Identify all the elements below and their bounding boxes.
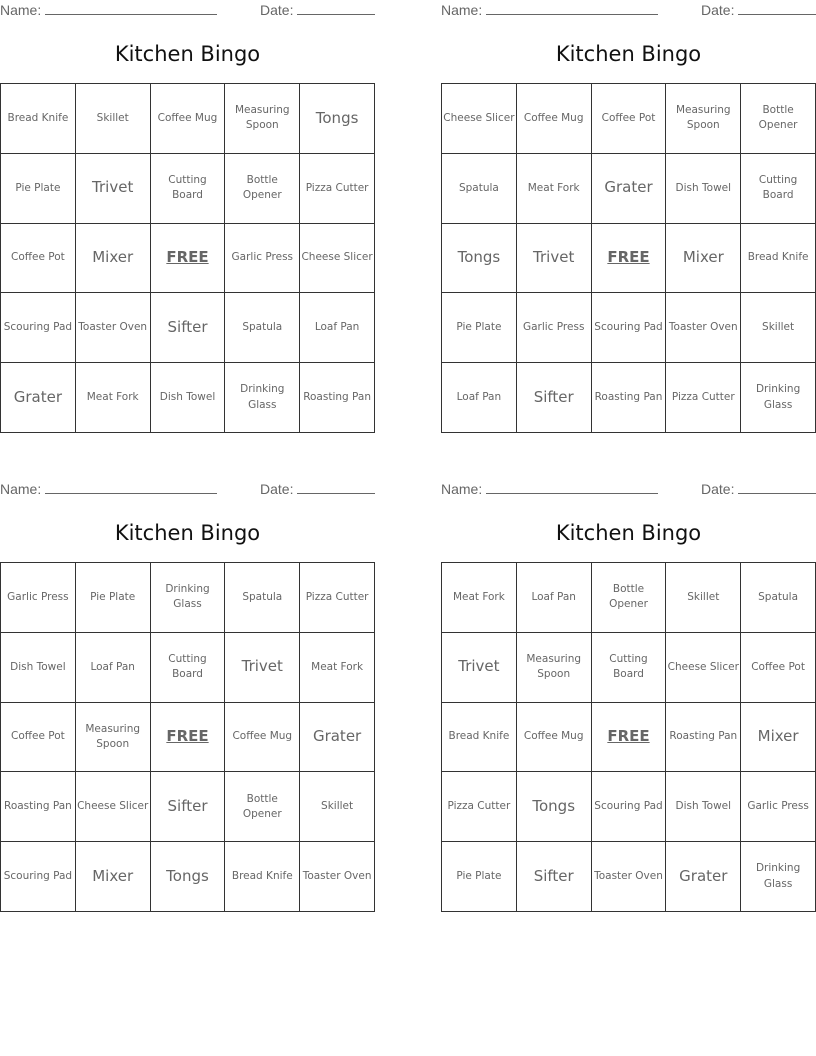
bingo-cell[interactable]: Coffee Mug [151, 84, 226, 154]
bingo-cell[interactable]: Drinking Glass [741, 363, 816, 433]
bingo-cell[interactable]: Spatula [225, 293, 300, 363]
bingo-cell[interactable]: Pie Plate [442, 842, 517, 912]
free-space-cell[interactable]: FREE [592, 703, 667, 773]
bingo-cell[interactable]: Measuring Spoon [225, 84, 300, 154]
bingo-cell[interactable]: Sifter [151, 293, 226, 363]
bingo-cell[interactable]: Skillet [76, 84, 151, 154]
name-blank-line [45, 481, 217, 494]
bingo-grid [441, 562, 816, 912]
bingo-cell[interactable]: Coffee Mug [517, 84, 592, 154]
bingo-cell[interactable]: Bottle Opener [225, 772, 300, 842]
bingo-cell[interactable]: Measuring Spoon [666, 84, 741, 154]
card-header [441, 0, 816, 22]
name-label: Name: [0, 2, 42, 18]
name-label: Name: [441, 2, 483, 18]
bingo-cell[interactable]: Bread Knife [442, 703, 517, 773]
bingo-cell[interactable]: Loaf Pan [442, 363, 517, 433]
bingo-cell[interactable]: Sifter [517, 842, 592, 912]
bingo-cell[interactable]: Meat Fork [442, 563, 517, 633]
bingo-cell[interactable]: Roasting Pan [592, 363, 667, 433]
bingo-cell[interactable]: Trivet [225, 633, 300, 703]
bingo-cell[interactable]: Meat Fork [300, 633, 375, 703]
bingo-grid [0, 83, 375, 433]
bingo-cell[interactable]: Pizza Cutter [666, 363, 741, 433]
name-field[interactable] [0, 481, 217, 497]
bingo-cell[interactable]: Trivet [442, 633, 517, 703]
name-blank-line [486, 2, 658, 15]
bingo-cell[interactable]: Mixer [666, 224, 741, 294]
bingo-cell[interactable]: Roasting Pan [666, 703, 741, 773]
name-blank-line [45, 2, 217, 15]
date-field[interactable] [701, 2, 816, 18]
bingo-cell[interactable]: Garlic Press [517, 293, 592, 363]
bingo-cell[interactable]: Sifter [151, 772, 226, 842]
bingo-cell[interactable]: Bottle Opener [225, 154, 300, 224]
bingo-cell[interactable]: Dish Towel [666, 772, 741, 842]
date-label: Date: [701, 481, 735, 497]
bingo-cell[interactable]: Tongs [442, 224, 517, 294]
bingo-cell[interactable]: Scouring Pad [1, 842, 76, 912]
bingo-cell[interactable]: Drinking Glass [151, 563, 226, 633]
bingo-cell[interactable]: Coffee Mug [517, 703, 592, 773]
bingo-cell[interactable]: Tongs [517, 772, 592, 842]
bingo-cell[interactable]: Pizza Cutter [300, 563, 375, 633]
bingo-cell[interactable]: Toaster Oven [76, 293, 151, 363]
date-field[interactable] [701, 481, 816, 497]
name-label: Name: [0, 481, 42, 497]
date-blank-line [738, 481, 816, 494]
bingo-cell[interactable]: Bottle Opener [741, 84, 816, 154]
bingo-cell[interactable]: Mixer [76, 842, 151, 912]
bingo-cell[interactable]: Roasting Pan [300, 363, 375, 433]
bingo-cell[interactable]: Loaf Pan [517, 563, 592, 633]
bingo-cell[interactable]: Sifter [517, 363, 592, 433]
bingo-cell[interactable]: Cheese Slicer [76, 772, 151, 842]
bingo-cell[interactable]: Coffee Pot [592, 84, 667, 154]
bingo-cell[interactable]: Cutting Board [741, 154, 816, 224]
bingo-cell[interactable]: Skillet [666, 563, 741, 633]
date-blank-line [297, 2, 375, 15]
bingo-cell[interactable]: Skillet [741, 293, 816, 363]
bingo-cell[interactable]: Pie Plate [1, 154, 76, 224]
bingo-cell[interactable]: Dish Towel [1, 633, 76, 703]
bingo-cell[interactable]: Trivet [76, 154, 151, 224]
bingo-cell[interactable]: Spatula [442, 154, 517, 224]
bingo-cell[interactable]: Tongs [151, 842, 226, 912]
bingo-cell[interactable]: Drinking Glass [225, 363, 300, 433]
bingo-cell[interactable]: Mixer [76, 224, 151, 294]
card-header [441, 479, 816, 501]
bingo-cell[interactable]: Cheese Slicer [442, 84, 517, 154]
card-title: Kitchen Bingo [114, 42, 261, 66]
bingo-cell[interactable]: Bottle Opener [592, 563, 667, 633]
free-space-cell[interactable]: FREE [151, 703, 226, 773]
bingo-cell[interactable]: Cutting Board [592, 633, 667, 703]
name-field[interactable] [441, 481, 658, 497]
bingo-cell[interactable]: Bread Knife [741, 224, 816, 294]
date-blank-line [738, 2, 816, 15]
bingo-cell[interactable]: Meat Fork [76, 363, 151, 433]
date-field[interactable] [260, 481, 375, 497]
date-label: Date: [260, 2, 294, 18]
bingo-cell[interactable]: Skillet [300, 772, 375, 842]
free-space-cell[interactable]: FREE [151, 224, 226, 294]
bingo-cell[interactable]: Pizza Cutter [300, 154, 375, 224]
bingo-cell[interactable]: Scouring Pad [592, 293, 667, 363]
bingo-cell[interactable]: Garlic Press [741, 772, 816, 842]
bingo-cell[interactable]: Pie Plate [442, 293, 517, 363]
bingo-cell[interactable]: Cutting Board [151, 633, 226, 703]
bingo-cell[interactable]: Garlic Press [225, 224, 300, 294]
bingo-cell[interactable]: Coffee Pot [741, 633, 816, 703]
card-title: Kitchen Bingo [555, 521, 702, 545]
bingo-cell[interactable]: Mixer [741, 703, 816, 773]
bingo-cell[interactable]: Toaster Oven [592, 842, 667, 912]
bingo-cell[interactable]: Meat Fork [517, 154, 592, 224]
date-field[interactable] [260, 2, 375, 18]
bingo-cell[interactable]: Drinking Glass [741, 842, 816, 912]
card-header [0, 479, 375, 501]
bingo-cell[interactable]: Spatula [741, 563, 816, 633]
bingo-cell[interactable]: Trivet [517, 224, 592, 294]
bingo-grid [441, 83, 816, 433]
bingo-cell[interactable]: Roasting Pan [1, 772, 76, 842]
card-header [0, 0, 375, 22]
bingo-cell[interactable]: Coffee Mug [225, 703, 300, 773]
bingo-cell[interactable]: Scouring Pad [592, 772, 667, 842]
card-title: Kitchen Bingo [555, 42, 702, 66]
date-label: Date: [701, 2, 735, 18]
bingo-cell[interactable]: Toaster Oven [666, 293, 741, 363]
bingo-cell[interactable]: Grater [1, 363, 76, 433]
bingo-cell[interactable]: Spatula [225, 563, 300, 633]
bingo-cell[interactable]: Measuring Spoon [76, 703, 151, 773]
name-field[interactable] [0, 2, 217, 18]
date-label: Date: [260, 481, 294, 497]
bingo-cell[interactable]: Tongs [300, 84, 375, 154]
name-label: Name: [441, 481, 483, 497]
bingo-cell[interactable]: Bread Knife [225, 842, 300, 912]
bingo-cell[interactable]: Dish Towel [151, 363, 226, 433]
bingo-grid [0, 562, 375, 912]
bingo-cell[interactable]: Pizza Cutter [442, 772, 517, 842]
bingo-cell[interactable]: Loaf Pan [76, 633, 151, 703]
bingo-cell[interactable]: Coffee Pot [1, 224, 76, 294]
bingo-cell[interactable]: Coffee Pot [1, 703, 76, 773]
free-space-cell[interactable]: FREE [592, 224, 667, 294]
bingo-cell[interactable]: Grater [592, 154, 667, 224]
bingo-cell[interactable]: Bread Knife [1, 84, 76, 154]
name-field[interactable] [441, 2, 658, 18]
card-title: Kitchen Bingo [114, 521, 261, 545]
date-blank-line [297, 481, 375, 494]
bingo-cell[interactable]: Dish Towel [666, 154, 741, 224]
bingo-cell[interactable]: Pie Plate [76, 563, 151, 633]
bingo-cell[interactable]: Cheese Slicer [666, 633, 741, 703]
bingo-cell[interactable]: Garlic Press [1, 563, 76, 633]
bingo-cell[interactable]: Toaster Oven [300, 842, 375, 912]
bingo-cell[interactable]: Grater [300, 703, 375, 773]
bingo-cell[interactable]: Grater [666, 842, 741, 912]
bingo-cell[interactable]: Measuring Spoon [517, 633, 592, 703]
bingo-cell[interactable]: Cutting Board [151, 154, 226, 224]
bingo-cell[interactable]: Cheese Slicer [300, 224, 375, 294]
bingo-cell[interactable]: Scouring Pad [1, 293, 76, 363]
name-blank-line [486, 481, 658, 494]
bingo-cell[interactable]: Loaf Pan [300, 293, 375, 363]
